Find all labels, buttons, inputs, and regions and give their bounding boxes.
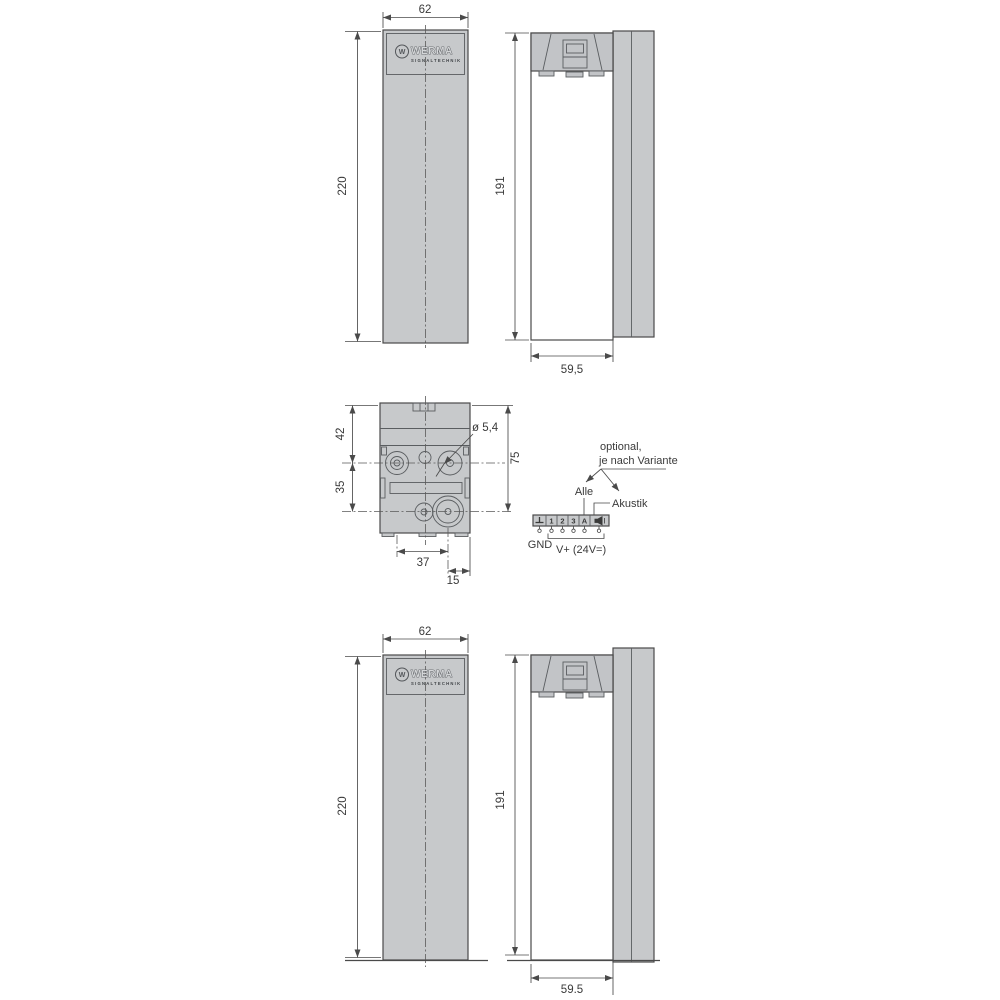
side-top-depth-label: 59,5 [560, 364, 584, 376]
terminal-supply-label: V+ (24V=) [556, 544, 607, 556]
front-top-height-dimension [337, 32, 381, 342]
side-top-pole [613, 31, 654, 337]
side-bottom-depth-dimension [531, 962, 613, 996]
side-bottom-pole [613, 648, 654, 962]
terminal-cell-2: 2 [560, 516, 565, 526]
front-view-bottom [337, 626, 488, 967]
plan-dim-75-label: 75 [510, 451, 522, 465]
werma-subtitle-text: SIGNALTECHNIK [411, 681, 462, 686]
front-view-top [337, 4, 468, 348]
side-top-depth-dimension [531, 340, 613, 376]
terminal-akustik-label: Akustik [612, 498, 648, 510]
front-top-width-label: 62 [418, 4, 432, 16]
terminal-diagram [528, 441, 678, 556]
supply-bracket [548, 534, 604, 539]
front-top-height-label: 220 [337, 176, 349, 196]
side-top-height-label: 191 [495, 176, 507, 196]
werma-brand-text: WERMA [411, 669, 453, 680]
front-bottom-height-label: 220 [337, 796, 349, 816]
terminal-cell-3: 3 [571, 516, 576, 526]
terminal-alle-label: Alle [574, 486, 594, 498]
terminal-cell-1: 1 [549, 516, 554, 526]
plan-dim-15-label: 15 [446, 575, 460, 587]
plan-dim-42-label: 42 [335, 427, 347, 441]
front-bottom-width-label: 62 [418, 626, 432, 638]
side-bottom-depth-label: 59.5 [560, 984, 584, 996]
plan-hole-diameter-label: ø 5,4 [472, 422, 499, 434]
terminal-note-line2: je nach Variante [599, 455, 678, 467]
side-view-top [495, 31, 654, 376]
plan-dim-15 [447, 571, 470, 587]
front-top-width-dimension [383, 4, 468, 28]
front-bottom-height-dimension [337, 657, 381, 958]
plan-dim-37-label: 37 [416, 557, 430, 569]
werma-subtitle-text: SIGNALTECHNIK [411, 58, 462, 63]
terminal-cell-A: A [581, 516, 588, 526]
side-bottom-height-label: 191 [495, 790, 507, 810]
plan-dim-35-label: 35 [335, 480, 347, 494]
side-bottom-body [531, 655, 613, 960]
side-bottom-height-dimension [495, 655, 529, 955]
side-top-mounting-bracket [531, 33, 613, 77]
terminal-pins [538, 526, 601, 533]
plan-dim-42 [335, 406, 378, 464]
terminal-gnd-label: GND [527, 539, 553, 551]
side-bottom-mounting-bracket [531, 655, 613, 698]
side-top-height-dimension [495, 33, 529, 340]
werma-logo-monogram: W [398, 672, 406, 679]
werma-logo-monogram: W [398, 49, 406, 56]
plan-dim-35 [335, 463, 353, 512]
front-bottom-width-dimension [383, 626, 468, 653]
terminal-note-line1: optional, [600, 441, 642, 453]
side-top-body [531, 33, 613, 340]
werma-brand-text: WERMA [411, 46, 453, 57]
side-view-bottom [495, 648, 660, 996]
plan-view [335, 396, 522, 587]
